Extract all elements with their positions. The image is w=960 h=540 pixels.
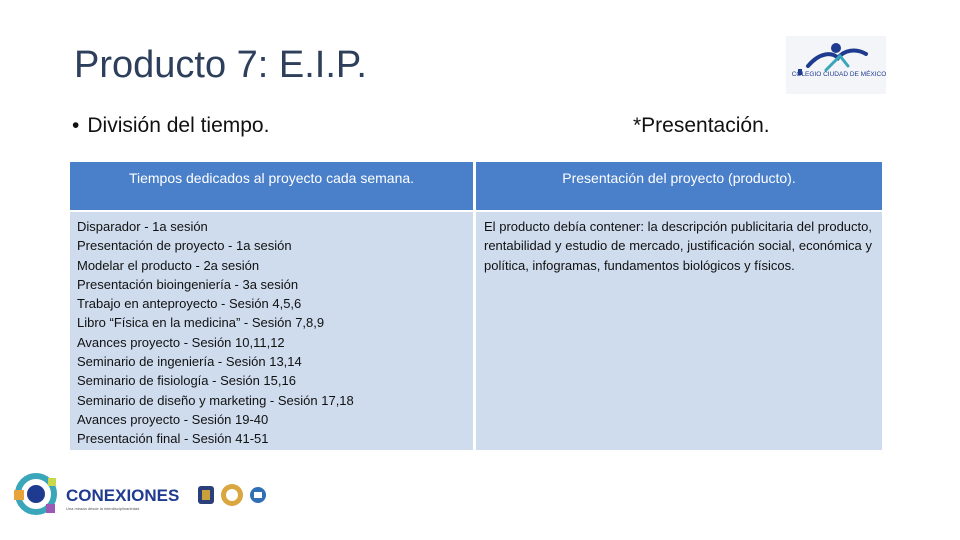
top-logo-text: COLEGIO CIUDAD DE MÉXICO bbox=[791, 71, 886, 78]
colegio-ciudad-de-mexico-logo bbox=[786, 36, 886, 94]
left-column-header: Tiempos dedicados al proyecto cada semana. bbox=[70, 162, 473, 210]
bullet-text: División del tiempo. bbox=[87, 114, 270, 137]
schedule-item: Presentación de proyecto - 1a sesión bbox=[77, 238, 292, 254]
schedule-list bbox=[77, 217, 473, 449]
schedule-item: Avances proyecto - Sesión 10,11,12 bbox=[77, 334, 285, 350]
right-column-header: Presentación del proyecto (producto). bbox=[476, 162, 882, 210]
presentacion-heading: *Presentación. bbox=[633, 114, 770, 137]
conexiones-emblem-icon bbox=[14, 476, 56, 513]
schedule-item: Seminario de ingeniería - Sesión 13,14 bbox=[77, 354, 302, 370]
schedule-item: Avances proyecto - Sesión 19-40 bbox=[77, 411, 269, 427]
schedule-item: Disparador - 1a sesión bbox=[77, 219, 208, 234]
bottom-logo-tagline: Una mirada desde la interdisciplinariedad bbox=[66, 506, 140, 511]
schedule-item: Presentación final - Sesión 41-51 bbox=[77, 431, 269, 447]
bullet-marker: • bbox=[72, 114, 80, 137]
institution-badge-icon bbox=[250, 487, 266, 503]
slide-title: Producto 7: E.I.P. bbox=[74, 44, 367, 86]
project-table bbox=[70, 162, 882, 450]
schedule-item: Presentación bioingeniería - 3a sesión bbox=[77, 276, 299, 292]
anniversary-emblem-icon bbox=[221, 484, 243, 506]
unam-seal-icon bbox=[198, 486, 214, 504]
conexiones-logo-strip bbox=[8, 468, 270, 524]
schedule-cell bbox=[70, 212, 473, 450]
bullet-division-del-tiempo bbox=[72, 114, 269, 138]
schedule-item: Trabajo en anteproyecto - Sesión 4,5,6 bbox=[77, 296, 302, 312]
schedule-item: Modelar el producto - 2a sesión bbox=[77, 257, 260, 273]
schedule-item: Seminario de fisiología - Sesión 15,16 bbox=[77, 373, 296, 389]
bottom-logo-text: CONEXIONES bbox=[66, 486, 180, 505]
schedule-item: Libro “Física en la medicina” - Sesión 7,8,9 bbox=[77, 315, 325, 331]
product-description-cell: El producto debía contener: la descripción publicitaria del producto, rentabilidad y estudio de mercado, justificación social, económica y política, infogramas, fundamentos biológicos y físicos. bbox=[476, 212, 882, 450]
schedule-item: Seminario de diseño y marketing - Sesión 17,18 bbox=[77, 392, 354, 408]
